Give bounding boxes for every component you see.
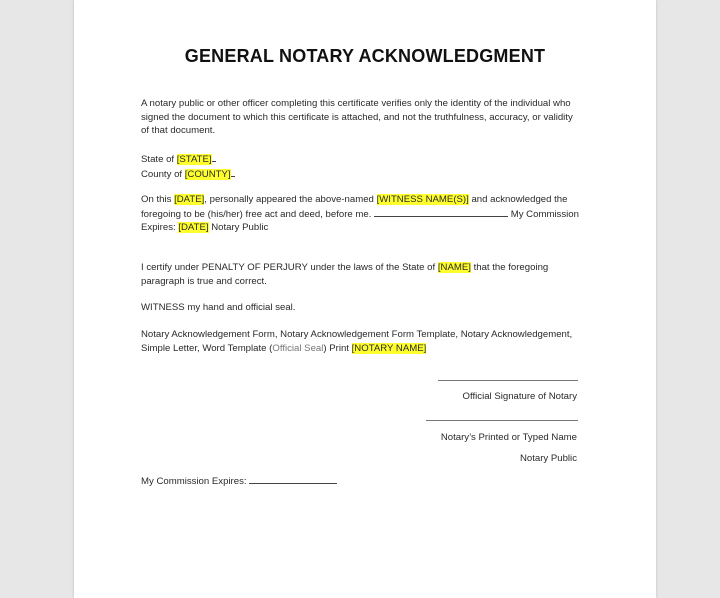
document-title: GENERAL NOTARY ACKNOWLEDGMENT [184,46,546,66]
state-blank [212,152,216,162]
document-page [74,0,656,598]
perjury-paragraph: I certify under PENALTY OF PERJURY under the laws of the State of [NAME] that the foregoing paragraph is true and correct. [141,262,549,287]
signature-line [438,380,578,381]
venue-block [141,152,581,181]
commission-expires-line: My Commission Expires: [141,474,337,487]
witness-name-field[interactable]: [WITNESS NAME(S)] [376,194,469,205]
template-paragraph: Notary Acknowledgement Form, Notary Acknowledgement Form Template, Notary Acknowledgement, Simple Letter, Word Template (Official Seal) Print [NOTARY NAME] [141,329,573,354]
state-field[interactable]: [STATE] [176,154,212,165]
notary-name-field[interactable]: [NOTARY NAME] [351,342,427,354]
printed-name-label: Notary’s Printed or Typed Name [440,432,577,443]
county-line: County of [COUNTY] [141,167,581,182]
signature-label: Official Signature of Notary [462,391,577,402]
witness-paragraph: WITNESS my hand and official seal. [141,302,296,313]
date-field[interactable]: [DATE] [174,194,205,205]
notary-public-label: Notary Public [519,453,577,464]
official-seal-text: Official Seal [272,342,324,354]
county-blank [231,167,235,177]
state-line: State of [STATE] [141,152,581,167]
county-field[interactable]: [COUNTY] [184,168,231,180]
acknowledgment-paragraph: On this [DATE], personally appeared the above-named [WITNESS NAME(S)] and acknowledged the foregoing to be (his/her) free act and deed, before me. My Commission Expires: [DATE] Notary Public [141,194,579,234]
intro-text: A notary public or other officer completing this certificate verifies only the identity of the individual who signed the document to which this certificate is attached, and not the truthfulness, accuracy, or validity of that document. [141,98,573,137]
commission-date-field[interactable]: [DATE] [178,222,209,234]
state-name-field[interactable]: [NAME] [437,262,471,273]
printed-name-line [426,420,578,421]
signature-blank [374,207,508,217]
commission-expires-blank[interactable] [249,474,337,484]
intro-paragraph [141,97,581,138]
